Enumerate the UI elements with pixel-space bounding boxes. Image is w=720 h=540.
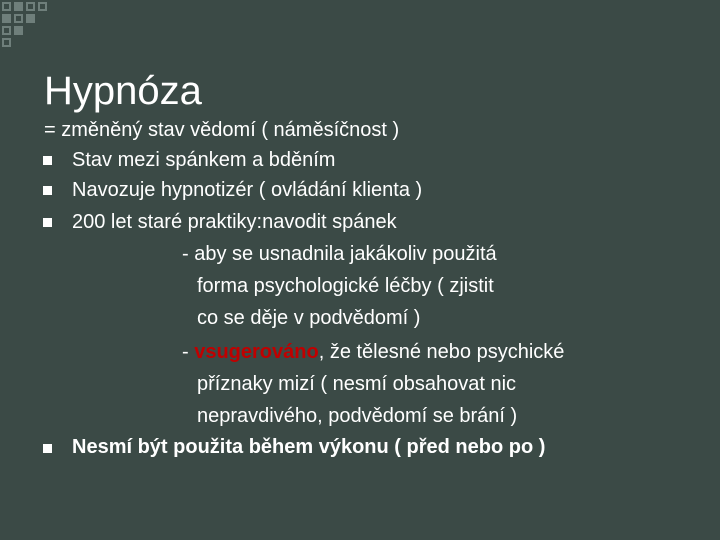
bullet-square-icon [43,218,52,227]
bullet-text: Nesmí být použita během výkonu ( před nebo po ) [72,436,546,458]
slide-title: Hypnóza [44,69,202,113]
sub-item-prefix: - [182,341,195,363]
bullet-square-icon [43,444,52,453]
sub-item-text: příznaky mizí ( nesmí obsahovat nic [197,373,517,395]
sub-item-text [182,340,564,364]
bullet-text: 200 let staré praktiky:navodit spánek [72,211,397,233]
sub-item-rest: , že tělesné nebo psychické [318,341,565,363]
bullet-text: Navozuje hypnotizér ( ovládání klienta ) [72,179,423,201]
sub-item-text: co se děje v podvědomí ) [197,307,421,329]
highlight-word: vsugerováno [194,341,319,363]
sub-item-text: forma psychologické léčby ( zjistit [197,275,494,297]
sub-item-text: - aby se usnadnila jakákoliv použitá [182,243,497,265]
sub-item-text: nepravdivého, podvědomí se brání ) [197,405,518,427]
bullet-square-icon [43,186,52,195]
definition-text: = změněný stav vědomí ( náměsíčnost ) [44,119,400,141]
bullet-text: Stav mezi spánkem a bděním [72,149,336,171]
bullet-square-icon [43,156,52,165]
